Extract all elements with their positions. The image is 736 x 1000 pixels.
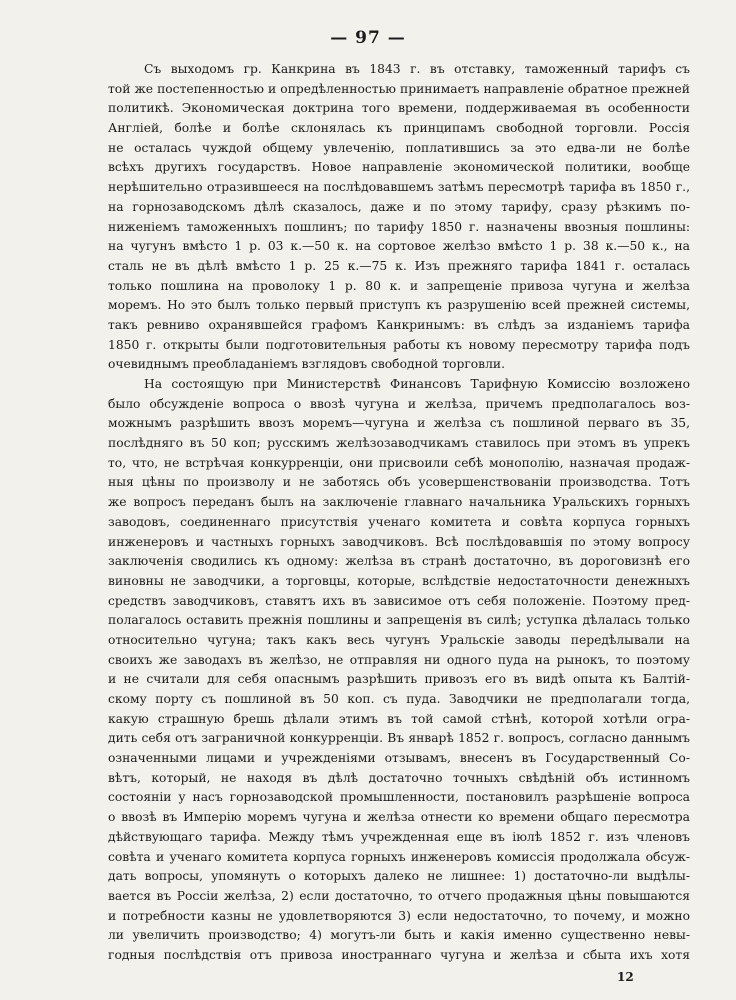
text-line: средствъ заводчиковъ, ставятъ ихъ въ зависимое отъ себя положеніе. Поэтому пред-	[108, 593, 690, 608]
text-line: на горнозаводскомъ дѣлѣ сказалось, даже и по этому тарифу, сразу рѣзкимъ по-	[108, 199, 690, 214]
text-line: заводовъ, соединеннаго присутствія ученаго комитета и совѣта корпуса горныхъ	[108, 514, 690, 529]
text-line: ныя цѣны по произволу и не заботясь объ усовершенствованіи производства. Тотъ	[108, 475, 690, 490]
text-line: Англіей, болѣе и болѣе склонялась къ принципамъ свободной торговли. Россія	[108, 121, 690, 136]
text-line: какую страшную брешь дѣлали этимъ въ той самой стѣнѣ, которой хотѣли огра-	[108, 711, 690, 726]
text-line: дать вопросы, упомянуть о которыхъ далеко не лишнее: 1) достаточно-ли выдѣлы-	[108, 869, 690, 884]
text-line: годныя послѣдствія отъ привоза иностраннаго чугуна и желѣза и сбыта ихъ хотя	[108, 947, 690, 962]
text-line: политикѣ. Экономическая доктрина того времени, поддерживаемая въ особенности	[108, 101, 690, 116]
text-line: не осталась чуждой общему увлеченію, поплатившись за это едва-ли не болѣе	[108, 140, 690, 155]
text-line: полагалось оставить прежнія пошлины и запрещенія въ силѣ; уступка дѣлалась только	[108, 613, 690, 628]
text-line: означенными лицами и учрежденіями отзывамъ, внесенъ въ Государственный Со-	[108, 751, 690, 766]
signature-mark: 12	[617, 970, 634, 984]
text-line: заключенія сводились къ одному: желѣза въ странѣ достаточно, въ дороговизнѣ его	[108, 554, 690, 569]
text-line: дить себя отъ заграничной конкурренціи. Въ январѣ 1852 г. вопросъ, согласно даннымъ	[108, 731, 690, 746]
text-line: сталь не въ дѣлѣ вмѣсто 1 р. 25 к.—75 к. Изъ прежняго тарифа 1841 г. осталась	[108, 258, 690, 273]
text-line: состояніи у насъ горнозаводской промышленности, постановилъ разрѣшеніе вопроса	[108, 790, 690, 805]
text-line: виновны не заводчики, а торговцы, которые, вслѣдствіе недостаточности денежныхъ	[108, 573, 690, 588]
text-line: совѣта и ученаго комитета корпуса горныхъ инженеровъ комиссія продолжала обсуж-	[108, 849, 690, 864]
text-line: очевиднымъ преобладаніемъ взглядовъ свободной торговли.	[108, 357, 506, 372]
text-line: всѣхъ другихъ государствъ. Новое направленіе экономической политики, вообще	[108, 160, 690, 175]
text-line: о ввозѣ въ Имперію моремъ чугуна и желѣза отнести ко времени общаго пересмотра	[108, 810, 690, 825]
paragraph-2	[108, 375, 690, 966]
text-line: моремъ. Но это былъ только первый приступъ къ разрушенію всей прежней системы,	[108, 298, 690, 313]
text-line: и не считали для себя опаснымъ разрѣшить привозъ его въ видѣ опыта къ Балтій-	[108, 672, 690, 687]
text-line: такъ ревниво охранявшейся графомъ Канкринымъ: въ слѣдъ за изданіемъ тарифа	[108, 317, 690, 332]
text-line: то, что, не встрѣчая конкурренціи, они присвоили себѣ монополію, назначая продаж-	[108, 455, 690, 470]
text-line: же вопросъ переданъ былъ на заключеніе главнаго начальника Уральскихъ горныхъ	[108, 495, 690, 510]
text-line: На состоящую при Министерствѣ Финансовъ Тарифную Комиссію возложено	[144, 377, 690, 391]
paragraph-1	[108, 60, 690, 375]
text-body	[108, 60, 690, 966]
text-line: 1850 г. открыты были подготовительныя работы къ новому пересмотру тарифа подъ	[108, 337, 690, 352]
text-line: послѣдняго въ 50 коп; русскимъ желѣзозаводчикамъ ставилось при этомъ въ упрекъ	[108, 436, 690, 451]
text-line: дѣйствующаго тарифа. Между тѣмъ учрежденная еще въ іюлѣ 1852 г. изъ членовъ	[108, 829, 690, 844]
text-line: той же постепенностью и опредѣленностью принимаетъ направленіе обратное прежней	[108, 81, 690, 96]
text-line: вается въ Россіи желѣза, 2) если достаточно, то отчего продажныя цѣны повышаются	[108, 888, 690, 903]
text-line: ли увеличить производство; 4) могутъ-ли быть и какія именно существенно невы-	[108, 928, 690, 943]
text-line: только пошлина на проволоку 1 р. 80 к. и запрещеніе привоза чугуна и желѣза	[108, 278, 690, 293]
text-line: было обсужденіе вопроса о ввозѣ чугуна и желѣза, причемъ предполагалось воз-	[108, 396, 690, 411]
text-line: на чугунъ вмѣсто 1 р. 03 к.—50 к. на сортовое желѣзо вмѣсто 1 р. 38 к.—50 к., на	[108, 239, 690, 254]
text-line: вѣтъ, который, не находя въ дѣлѣ достаточно точныхъ свѣдѣній объ истинномъ	[108, 770, 690, 785]
text-line: скому порту съ пошлиной въ 50 коп. съ пуда. Заводчики не предполагали тогда,	[108, 692, 690, 706]
text-line: относительно чугуна; такъ какъ весь чугунъ Уральскіе заводы передѣлывали на	[108, 632, 690, 647]
text-line: Съ выходомъ гр. Канкрина въ 1843 г. въ отставку, таможенный тарифъ съ	[144, 62, 690, 76]
text-line: и потребности казны не удовлетворяются 3) если недостаточно, то почему, и можно	[108, 908, 690, 923]
text-line: своихъ же заводахъ въ желѣзо, не отправляя ни одного пуда на рынокъ, то поэтому	[108, 652, 690, 667]
text-line: инженеровъ и частныхъ горныхъ заводчиковъ. Всѣ послѣдовавшія по этому вопросу	[108, 534, 690, 549]
text-line: нерѣшительно отразившееся на послѣдовавшемъ затѣмъ пересмотрѣ тарифа въ 1850 г.,	[108, 180, 690, 195]
page-number: — 97 —	[330, 28, 406, 48]
text-line: ниженіемъ таможенныхъ пошлинъ; по тарифу 1850 г. назначены ввозныя пошлины:	[108, 219, 690, 234]
text-line: можнымъ разрѣшить ввозъ моремъ—чугуна и желѣза съ пошлиной перваго въ 35,	[108, 416, 690, 431]
